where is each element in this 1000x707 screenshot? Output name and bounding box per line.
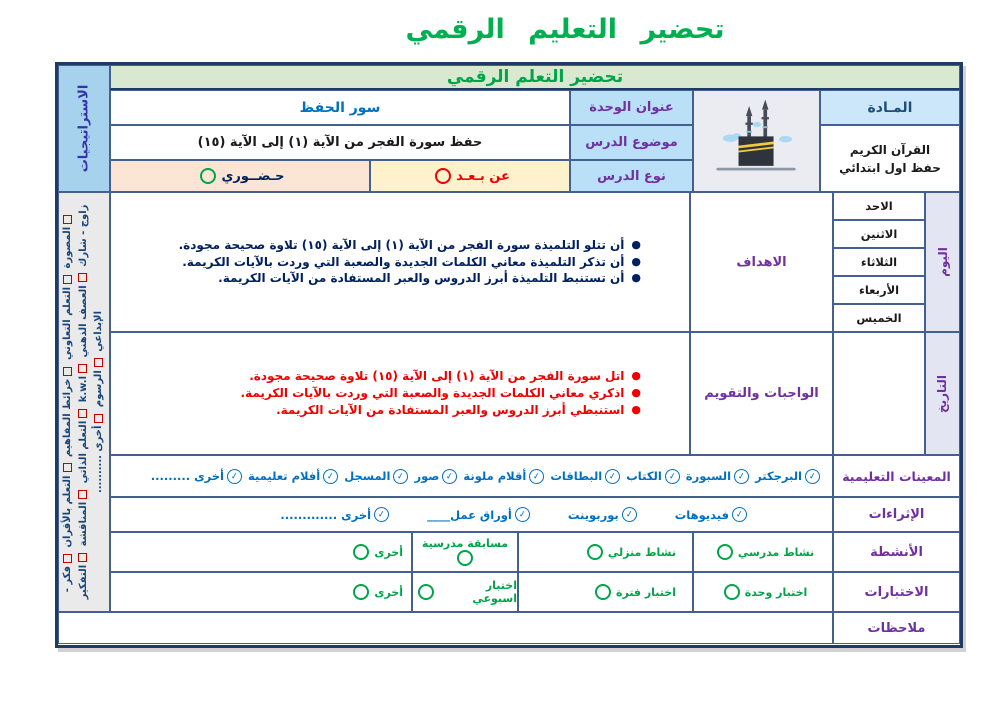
- activity-school-label: نشاط مدرسي: [737, 545, 815, 559]
- topic-label-cell: [570, 125, 693, 160]
- homework-item: ● اذكري معاني الكلمات الجديدة والصعبة التي وردت بالآيات الكريمة.: [240, 386, 641, 401]
- check-circle-icon: ✓: [804, 468, 821, 485]
- homework-item: ● اتل سورة الفجر من الآية (١) إلى الآية (١٥) تلاوة صحيحة مجودة.: [249, 369, 641, 384]
- aid-item: ✓ البطاقات: [550, 469, 620, 484]
- option-circle-icon: [200, 168, 216, 184]
- lesson-type-present-cell: [110, 160, 370, 192]
- test-period-cell: [518, 572, 693, 612]
- date-column-label: التاريخ: [935, 374, 950, 413]
- aid-item: ✓ البرجكتر: [755, 469, 820, 484]
- objectives-list: [111, 237, 689, 287]
- option-circle-icon: [587, 544, 603, 560]
- homework-label: الواجبات والتقويم: [704, 386, 819, 401]
- table-header: [110, 65, 960, 90]
- bullet-icon: ●: [631, 237, 641, 251]
- check-circle-icon: ✓: [322, 468, 339, 485]
- checkbox-icon: [63, 215, 72, 224]
- day-cell: [833, 276, 925, 304]
- day-cell: [833, 304, 925, 332]
- checkbox-icon: [78, 553, 87, 562]
- topic-value-cell: [110, 125, 570, 160]
- aid-item: ✓ أفلام تعليمية: [248, 469, 338, 484]
- aid-item: ✓ السبورة: [686, 469, 749, 484]
- activity-contest-label: مسابقة مدرسية: [421, 536, 509, 550]
- check-circle-icon: ✓: [604, 468, 621, 485]
- objective-item: ● أن تتلو التلميذة سورة الفجر من الآية (١) إلى الآية (١٥) تلاوة صحيحة مجودة.: [178, 237, 641, 252]
- bullet-icon: ●: [631, 369, 641, 383]
- check-circle-icon: ✓: [514, 506, 531, 523]
- check-circle-icon: ✓: [528, 468, 545, 485]
- objective-item: ● أن تذكر التلميذة معاني الكلمات الجديدة والصعبة التي وردت بالآيات الكريمة.: [182, 254, 641, 269]
- test-other-label: أخرى: [374, 585, 403, 599]
- subject-value: القرآن الكريم حفظ اول ابتدائي: [839, 142, 941, 175]
- topic-label: موضوع الدرس: [585, 135, 678, 150]
- activity-home-cell: [518, 532, 693, 572]
- checkbox-icon: [63, 554, 72, 563]
- strategy-item: التعلم التعاوني: [62, 286, 73, 361]
- activity-home-label: نشاط منزلي: [607, 545, 676, 559]
- day-cell: [833, 248, 925, 276]
- enrichment-item: ✓ أوراق عمل____: [427, 507, 530, 522]
- option-circle-icon: [418, 584, 434, 600]
- checkbox-icon: [63, 367, 72, 376]
- unit-value-cell: [110, 90, 570, 125]
- day-cell: [833, 192, 925, 220]
- test-weekly-label: اختبار اسبوعي: [472, 579, 517, 605]
- option-circle-icon: [353, 544, 369, 560]
- test-unit-cell: [693, 572, 833, 612]
- strategy-item: المناقشة: [77, 501, 89, 547]
- test-unit-label: اختبار وحدة: [744, 585, 808, 599]
- option-circle-icon: [595, 584, 611, 600]
- aid-item: ✓ الكتاب: [626, 469, 680, 484]
- day-wednesday: الأربعاء: [858, 283, 900, 297]
- enrichments-label-cell: [833, 497, 960, 532]
- strategy-item: التعلم بالأقران: [62, 475, 73, 548]
- strategy-item: الرسوم: [93, 370, 104, 408]
- objectives-content-cell: [110, 192, 690, 332]
- activity-other-cell: [110, 532, 412, 572]
- enrichment-item: ✓ أخرى .............: [280, 507, 389, 522]
- date-column-label-cell: [925, 332, 960, 455]
- kaaba-illustration: [698, 95, 815, 187]
- test-period-label: اختبار فترة: [615, 585, 676, 599]
- aid-item: ✓ أقلام ملونة: [463, 469, 544, 484]
- test-weekly-cell: [412, 572, 518, 612]
- day-column-label-cell: [925, 192, 960, 332]
- activity-school-cell: [693, 532, 833, 572]
- notes-label: ملاحظات: [867, 620, 926, 636]
- strategy-item: التعلم الذاتي: [77, 420, 89, 484]
- test-other-cell: [110, 572, 412, 612]
- strategies-list-cell: [58, 192, 110, 612]
- aids-content-cell: [110, 455, 833, 497]
- day-cell: [833, 220, 925, 248]
- checkbox-icon: [94, 414, 103, 423]
- check-circle-icon: ✓: [731, 506, 748, 523]
- checkbox-icon: [63, 275, 72, 284]
- kaaba-image: [693, 90, 820, 192]
- strategy-item: التفكير الإبداعي: [77, 310, 104, 600]
- aids-label-cell: [833, 455, 960, 497]
- aid-item: ✓ صور: [414, 469, 457, 484]
- objective-item: ● أن تستنبط التلميذة أبرز الدروس والعبر المستفادة من الآيات الكريمة.: [218, 271, 641, 286]
- strategies-header-cell: [58, 65, 110, 192]
- check-circle-icon: ✓: [664, 468, 681, 485]
- day-thursday: الخميس: [856, 311, 902, 325]
- day-sunday: الاحد: [865, 199, 893, 213]
- unit-label-cell: [570, 90, 693, 125]
- lesson-type-label: نوع الدرس: [597, 168, 666, 184]
- subject-label: المـادة: [867, 99, 913, 116]
- objectives-label-cell: [690, 192, 833, 332]
- day-tuesday: الثلاثاء: [860, 255, 898, 269]
- lesson-type-label-cell: [570, 160, 693, 192]
- strategy-item: أخرى ..........: [93, 425, 104, 494]
- checkbox-icon: [78, 490, 87, 499]
- activity-contest-cell: [412, 532, 518, 572]
- strategies-list: [60, 199, 108, 605]
- unit-value: سور الحفظ: [299, 99, 381, 116]
- checkbox-icon: [78, 409, 87, 418]
- notes-content-cell: [58, 612, 833, 644]
- table-header-label: تحضير التعلم الرقمي: [446, 67, 624, 87]
- day-monday: الاثنين: [860, 227, 898, 241]
- strategies-header-label: الاستراتيجيات: [76, 84, 92, 173]
- bullet-icon: ●: [631, 402, 641, 416]
- check-circle-icon: ✓: [226, 468, 243, 485]
- enrichments-content-cell: [110, 497, 833, 532]
- option-circle-icon: [717, 544, 733, 560]
- date-empty-cell: [833, 332, 925, 455]
- notes-label-cell: [833, 612, 960, 644]
- unit-label: عنوان الوحدة: [589, 100, 674, 115]
- checkbox-icon: [78, 364, 87, 373]
- aids-label: المعينات التعليمية: [842, 468, 951, 484]
- strategy-item: فكر - زاوج - شارك: [62, 204, 89, 593]
- check-circle-icon: ✓: [392, 468, 409, 485]
- aid-item: ✓ المسجل: [344, 469, 408, 484]
- homework-label-cell: [690, 332, 833, 455]
- enrichment-item: ✓ بوربوينت: [568, 507, 637, 522]
- enrichments-label: الإثراءات: [868, 507, 925, 522]
- subject-value-cell: [820, 125, 960, 192]
- aid-item: ✓ أخرى .........: [151, 469, 242, 484]
- strategy-item: العصف الذهني: [77, 285, 89, 358]
- check-circle-icon: ✓: [733, 468, 750, 485]
- homework-item: ● استنبطي أبرز الدروس والعبر المستفادة من الآيات الكريمة.: [276, 402, 641, 417]
- lesson-type-remote-label: عن بـعـد: [456, 168, 510, 184]
- page-title: تحضير التعليم الرقمي: [405, 14, 725, 45]
- bullet-icon: ●: [631, 271, 641, 285]
- topic-value: حفظ سورة الفجر من الآية (١) إلى الآية (١٥): [197, 135, 483, 150]
- homework-content-cell: [110, 332, 690, 455]
- checkbox-icon: [94, 358, 103, 367]
- strategy-item: خرائط المفاهيم: [62, 378, 73, 458]
- strategy-item: k.w.l: [77, 375, 89, 403]
- option-circle-icon: [724, 584, 740, 600]
- option-circle-icon: [457, 550, 473, 566]
- activity-other-label: أخرى: [374, 545, 403, 559]
- lesson-plan-table: [55, 62, 963, 648]
- day-column-label: اليوم: [935, 247, 950, 277]
- checkbox-icon: [78, 273, 87, 282]
- check-circle-icon: ✓: [373, 506, 390, 523]
- strategy-item: المصورة: [62, 226, 73, 269]
- checkbox-icon: [63, 464, 72, 473]
- check-circle-icon: ✓: [621, 506, 638, 523]
- activities-label-cell: [833, 532, 960, 572]
- bullet-icon: ●: [631, 386, 641, 400]
- homework-list: [111, 368, 689, 418]
- lesson-type-remote-cell: [370, 160, 570, 192]
- activities-label: الأنشطة: [870, 544, 923, 560]
- subject-label-cell: [820, 90, 960, 125]
- objectives-label: الاهداف: [736, 254, 787, 270]
- bullet-icon: ●: [631, 254, 641, 268]
- tests-label: الاختبارات: [864, 584, 929, 600]
- check-circle-icon: ✓: [441, 468, 458, 485]
- tests-label-cell: [833, 572, 960, 612]
- option-circle-icon: [353, 584, 369, 600]
- option-circle-icon: [435, 168, 451, 184]
- lesson-type-present-label: حـضــوري: [221, 168, 285, 184]
- enrichment-item: ✓ فيديوهات: [675, 507, 747, 522]
